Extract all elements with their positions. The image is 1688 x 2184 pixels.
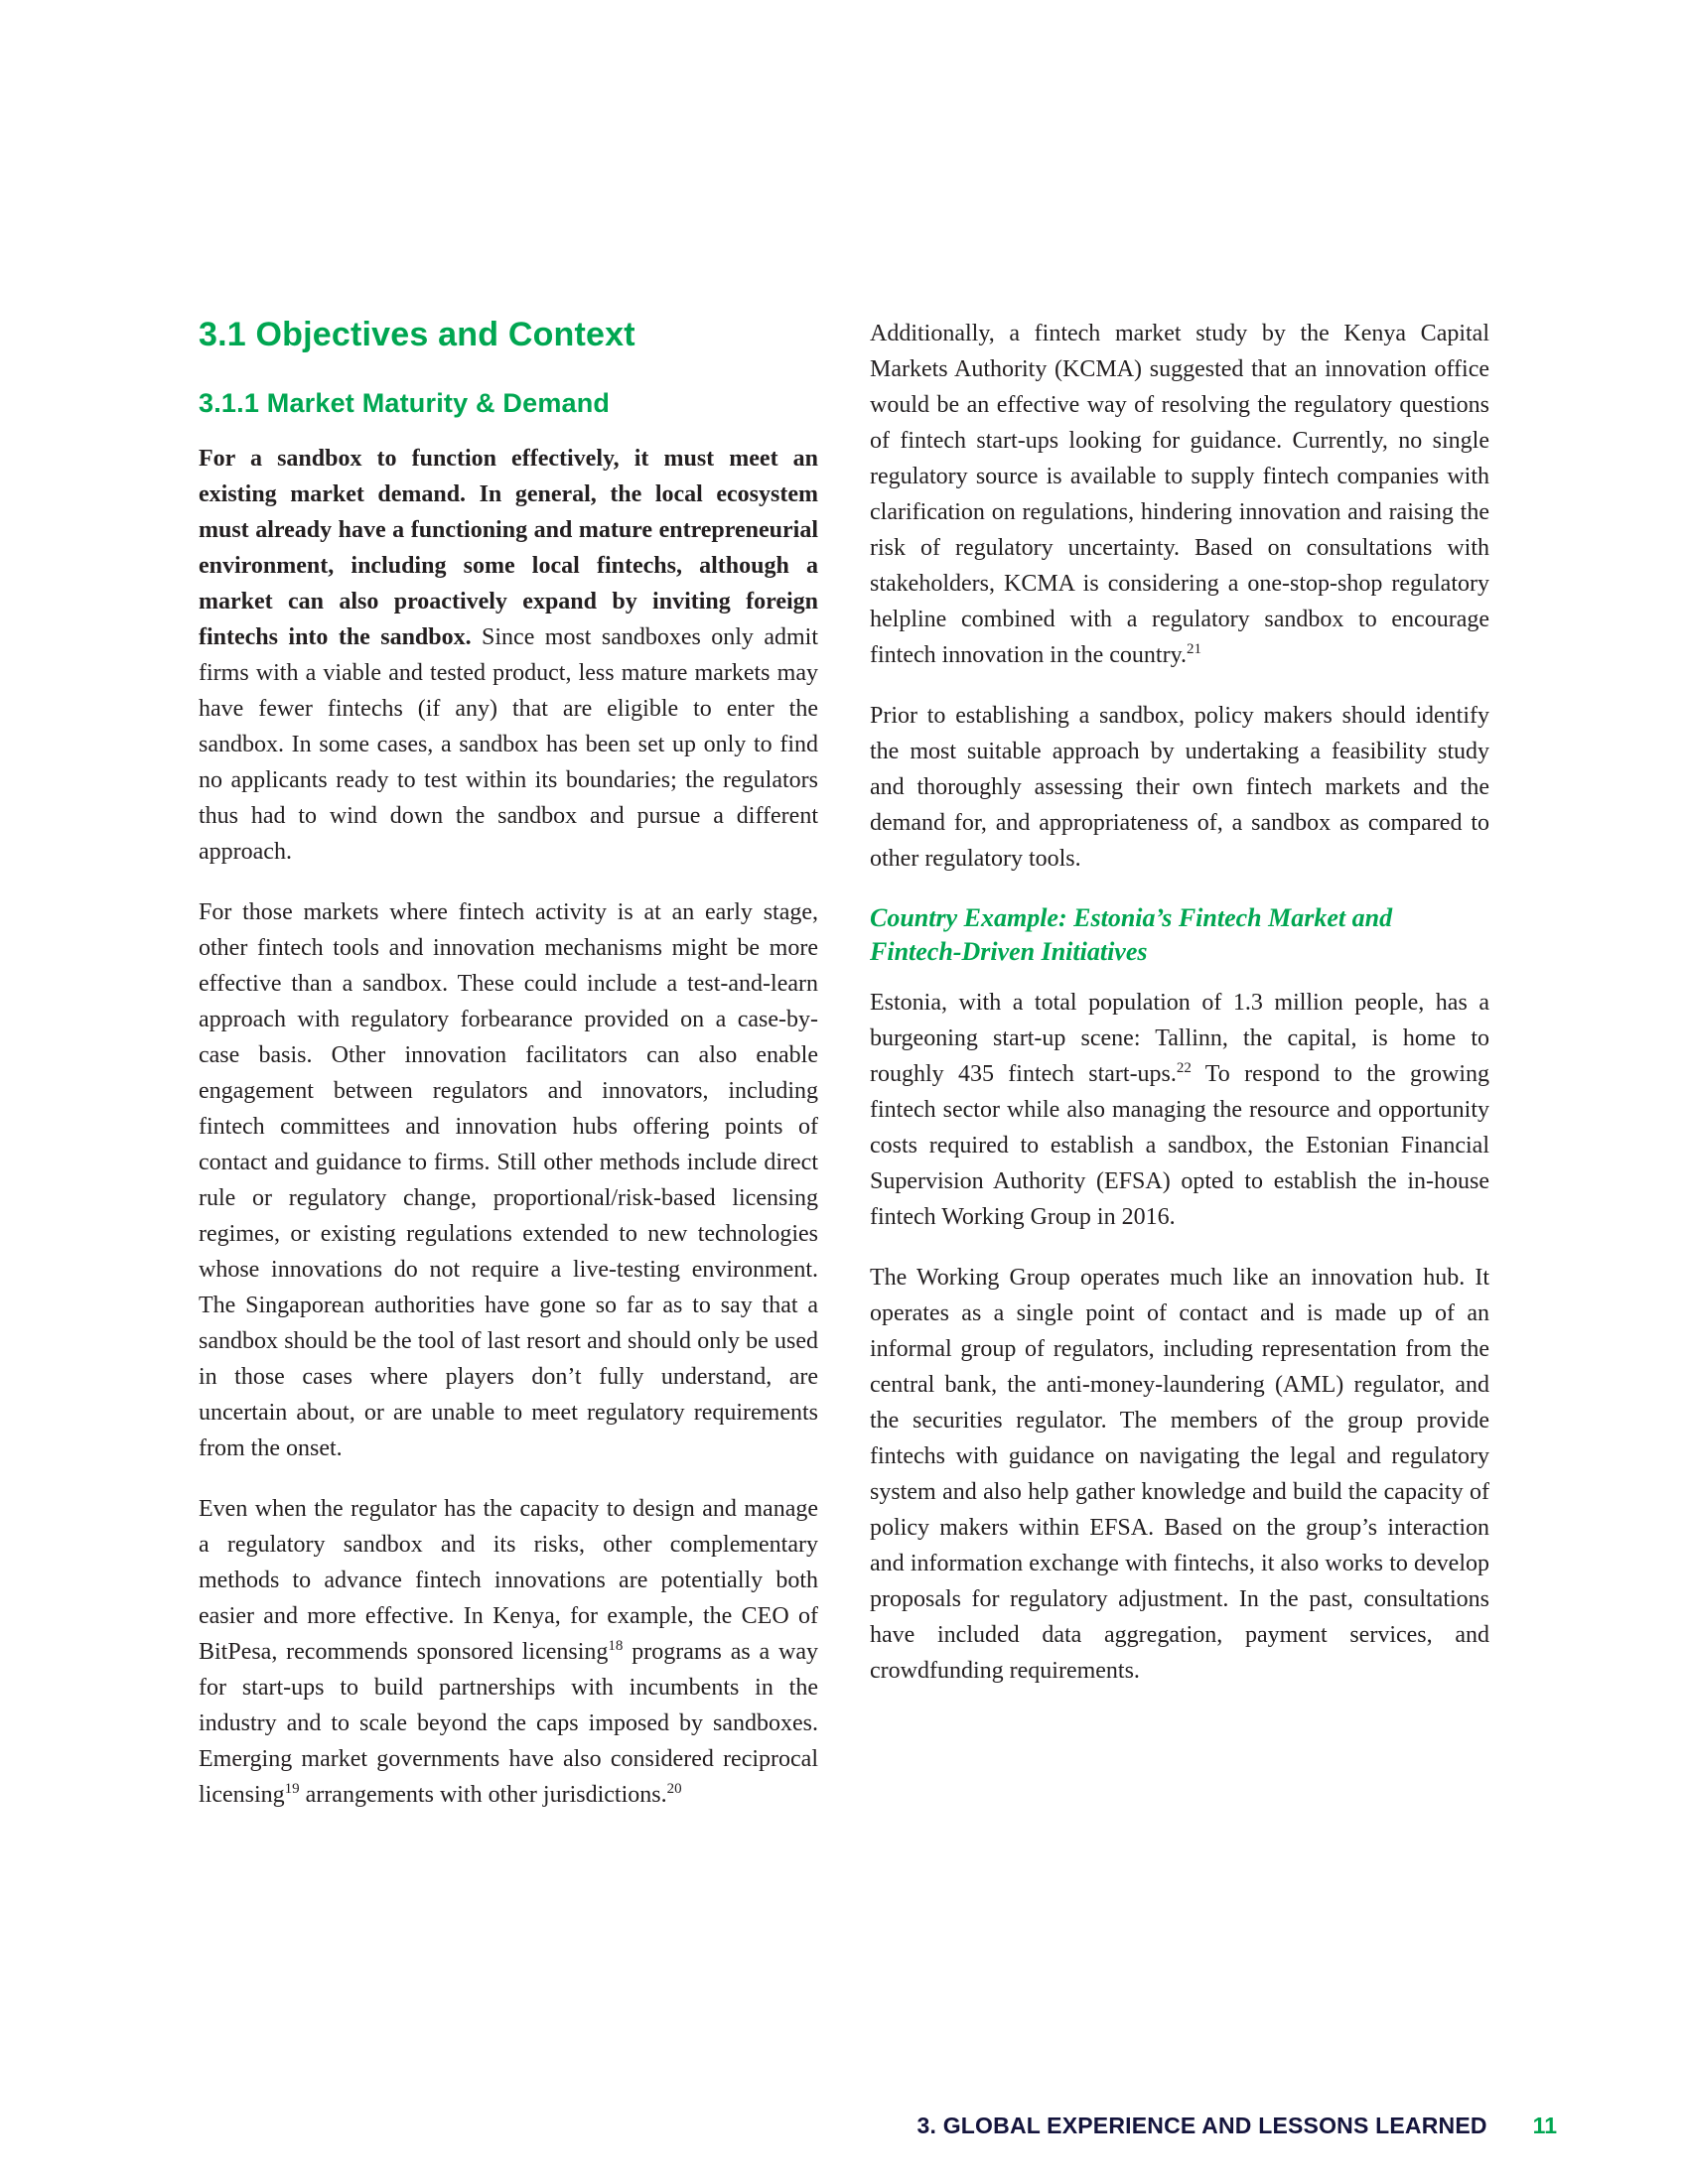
paragraph-feasibility-study: Prior to establishing a sandbox, policy makers should identify the most suitable approach by undertaking a feasibility study and thoroughly assessing their own fintech markets and the demand for, and appropriateness of, a sandbox as compared to other regulatory tools. [870,703,1489,872]
page-footer [199,2113,1557,2139]
two-column-layout [199,316,1489,1838]
paragraph-text: Since most sandboxes only admit firms with a viable and tested product, less mature markets may have fewer fintechs (if any) that are eligible to enter the sandbox. In some cases, a sandbox has been set up only to find no applicants ready to test within its boundaries; the regulators thus had to wind down the sandbox and pursue a different approach. [199,624,818,866]
footnote-ref-22: 22 [1176,1059,1192,1076]
paragraph-text: programs as a way for start-ups to build partnerships with incumbents in the industry and to scale beyond the caps imposed by sandboxes. Emerging market governments have also considered reciprocal licensing [199,1639,818,1809]
right-column [870,316,1489,1838]
paragraph-text: Additionally, a fintech market study by the Kenya Capital Markets Authority (KCMA) suggested that an innovation office would be an effective way of resolving the regulatory questions of fintech start-ups looking for guidance. Currently, no single regulatory source is available to supply fintech companies with clarification on regulations, hindering innovation and raising the risk of regulatory uncertainty. Based on consultations with stakeholders, KCMA is considering a one-stop-shop regulatory helpline combined with a regulatory sandbox to encourage fintech innovation in the country. [870,321,1489,668]
paragraph-text: Even when the regulator has the capacity to design and manage a regulatory sandbox and its risks, other complementary methods to advance fintech innovations are potentially both easier and more effective. In Kenya, for example, the CEO of BitPesa, recommends sponsored licensing [199,1496,818,1666]
footnote-ref-18: 18 [608,1638,624,1655]
paragraph-bold-lead: For a sandbox to function effectively, it must meet an existing market demand. In general, the local ecosystem must already have a functioning and mature entrepreneurial environment, including some local fintechs, although a market can also proactively expand by inviting foreign fintechs into the sandbox. [199,446,818,651]
footnote-ref-21: 21 [1187,641,1202,657]
footnote-ref-19: 19 [284,1781,300,1798]
section-heading: 3.1 Objectives and Context [199,316,635,353]
paragraph-text: Estonia, with a total population of 1.3 million people, has a burgeoning start-up scene: Tallinn, the capital, is home to roughly 435 fintech start-ups. [870,989,1489,1087]
subsection-heading: 3.1.1 Market Maturity & Demand [199,388,611,419]
footnote-ref-20: 20 [666,1781,682,1798]
footer-page-number: 11 [1532,2113,1557,2138]
paragraph-kenya-kcma [870,316,1489,673]
left-column [199,316,818,1838]
paragraph-estonia-overview [870,985,1489,1235]
paragraph-text: To respond to the growing fintech sector while also managing the resource and opportunity costs required to establish a sandbox, the Estonian Financial Supervision Authority (EFSA) opted to establish the in-house fintech Working Group in 2016. [870,1060,1490,1230]
paragraph-early-stage-markets: For those markets where fintech activity is at an early stage, other fintech tools and innovation mechanisms might be more effective than a sandbox. These could include a test-and-learn approach with regulatory forbearance provided on a case-by-case basis. Other innovation facilitators can also enable engagement between regulators and innovators, including fintech committees and innovation hubs offering points of contact and guidance to firms. Still other methods include direct rule or regulatory change, proportional/risk-based licensing regimes, or existing regulations extended to new technologies whose innovations do not require a live-testing environment. The Singaporean authorities have gone so far as to say that a sandbox should be the tool of last resort and should only be used in those cases where players don’t fully understand, are uncertain about, or are unable to meet regulatory requirements from the onset. [199,899,818,1462]
paragraph-complementary-methods [199,1491,818,1813]
paragraph-market-demand [199,441,818,870]
footer-section-title: 3. GLOBAL EXPERIENCE AND LESSONS LEARNED [916,2113,1487,2138]
country-example-heading: Country Example: Estonia’s Fintech Market and Fintech-Driven Initiatives [870,903,1393,966]
paragraph-text: arrangements with other jurisdictions. [299,1782,667,1809]
paragraph-working-group: The Working Group operates much like an innovation hub. It operates as a single point of contact and is made up of an informal group of regulators, including representation from the central bank, the anti-money-laundering (AML) regulator, and the securities regulator. The members of the group provide fintechs with guidance on navigating the legal and regulatory system and also help gather knowledge and build the capacity of policy makers within EFSA. Based on the group’s interaction and information exchange with fintechs, it also works to develop proposals for regulatory adjustment. In the past, consultations have included data aggregation, payment services, and crowdfunding requirements. [870,1264,1489,1684]
